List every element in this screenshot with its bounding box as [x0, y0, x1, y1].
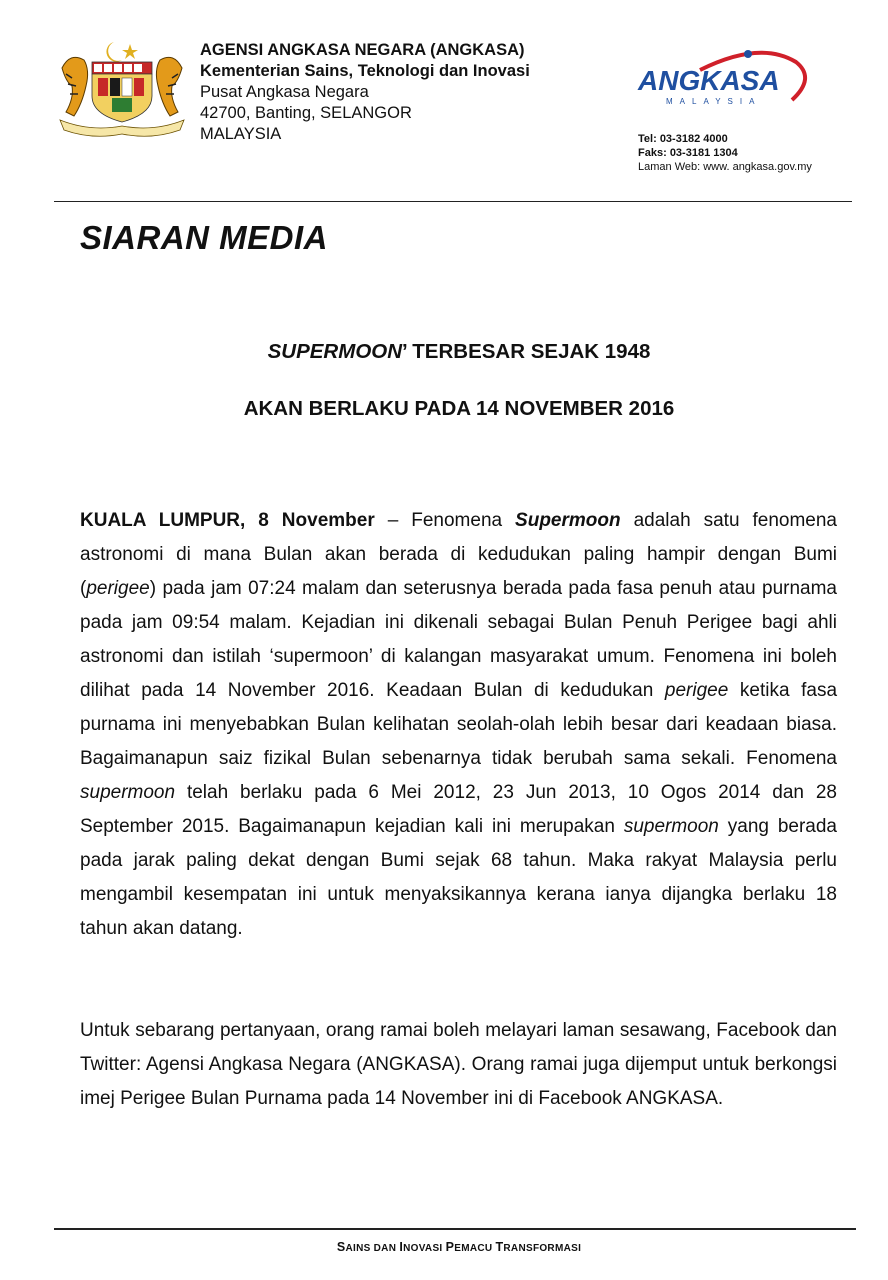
dateline: KUALA LUMPUR, 8 November — [80, 510, 375, 531]
address-line-1: Pusat Angkasa Negara — [200, 83, 369, 101]
p1-text-2: ) pada jam 07:24 malam dan seterusnya berada pada fasa penuh atau purnama pada jam 09:54 malam. Kejadian ini dikenali sebagai Bulan Penuh Perigee bagi ahli astronomi dan istilah ‘supermoon’ di kalangan masyarakat umum. Fenomena ini boleh dilihat pada 14 November 2016. Keadaan Bulan di kedudukan — [80, 578, 837, 701]
p1-perigee-1: perigee — [86, 578, 150, 599]
body-paragraph-2: Untuk sebarang pertanyaan, orang ramai boleh melayari laman sesawang, Facebook dan Twitter: Agensi Angkasa Negara (ANGKASA). Orang ramai juga dijemput untuk berkongsi imej Perigee Bulan Purnama pada 14 November ini di Facebook ANGKASA. — [80, 1020, 837, 1109]
footer-divider — [54, 1228, 856, 1230]
address-line-2: 42700, Banting, SELANGOR — [200, 104, 412, 122]
tel-number: 03-3182 4000 — [659, 133, 728, 145]
web-address: www. angkasa.gov.my — [703, 161, 812, 173]
p1-perigee-2: perigee — [664, 680, 729, 701]
address-line-3: MALAYSIA — [200, 125, 282, 143]
footer-w1-cap: S — [336, 1240, 346, 1254]
logo-text: ANGKASA — [638, 65, 780, 96]
p1-supermoon-bold: Supermoon — [515, 510, 621, 531]
contact-block — [638, 132, 812, 174]
tel-label: Tel: — [638, 133, 657, 145]
footer-w4-cap: T — [495, 1240, 504, 1254]
body-paragraph-1 — [80, 504, 837, 946]
headline-line-2: AKAN BERLAKU PADA 14 NOVEMBER 2016 — [243, 397, 675, 420]
footer-w3-rest: EMACU — [454, 1243, 496, 1254]
p1-text-4: telah berlaku pada 6 Mei 2012, 23 Jun 2013, 10 Ogos 2014 dan 28 September 2015. Bagaimanapun kejadian kali ini merupakan — [80, 782, 837, 837]
footer-w1-rest: AINS DAN — [345, 1243, 400, 1254]
headline-supermoon: SUPERMOON — [267, 340, 403, 363]
p1-text-5: yang berada pada jarak paling dekat dengan Bumi sejak 68 tahun. Maka rakyat Malaysia perlu mengambil kesempatan ini untuk menyaksikannya kerana ianya dijangka berlaku 18 tahun akan datang. — [80, 816, 837, 939]
footer-w4-rest: RANSFORMASI — [503, 1243, 582, 1254]
header-divider — [54, 201, 852, 202]
footer-w3-cap: P — [445, 1240, 455, 1254]
fax-number: 03-3181 1304 — [669, 147, 738, 159]
p1-text-0: – Fenomena — [374, 510, 516, 531]
p1-text-1: adalah satu fenomena astronomi di mana Bulan akan berada di kedudukan paling hampir dengan Bumi ( — [80, 510, 837, 599]
footer-w2-cap: I — [399, 1240, 404, 1254]
p1-supermoon-2: supermoon — [80, 782, 176, 803]
fax-label: Faks: — [638, 147, 667, 159]
agency-address-block — [200, 40, 530, 145]
coat-of-arms-emblem — [52, 38, 192, 138]
headline-line-1 — [0, 340, 888, 364]
footer-w2-rest: NOVASI — [403, 1243, 446, 1254]
headline-line-1-rest: ’ TERBESAR SEJAK 1948 — [402, 340, 651, 363]
media-release-title: SIARAN MEDIA — [80, 219, 329, 256]
p1-supermoon-3: supermoon — [623, 816, 719, 837]
logo-subtext: MALAYSIA — [666, 97, 762, 106]
agency-name: AGENSI ANGKASA NEGARA (ANGKASA) — [200, 41, 525, 59]
p1-text-3: ketika fasa purnama ini menyebabkan Bulan kelihatan seolah-olah lebih besar dari keadaan biasa. Bagaimanapun saiz fizikal Bulan sebenarnya tidak berubah sama sekali. Fenomena — [80, 680, 838, 769]
web-label: Laman Web: — [638, 161, 701, 173]
footer-slogan — [0, 1240, 888, 1254]
angkasa-logo — [630, 48, 810, 118]
ministry-name: Kementerian Sains, Teknologi dan Inovasi — [200, 62, 530, 80]
